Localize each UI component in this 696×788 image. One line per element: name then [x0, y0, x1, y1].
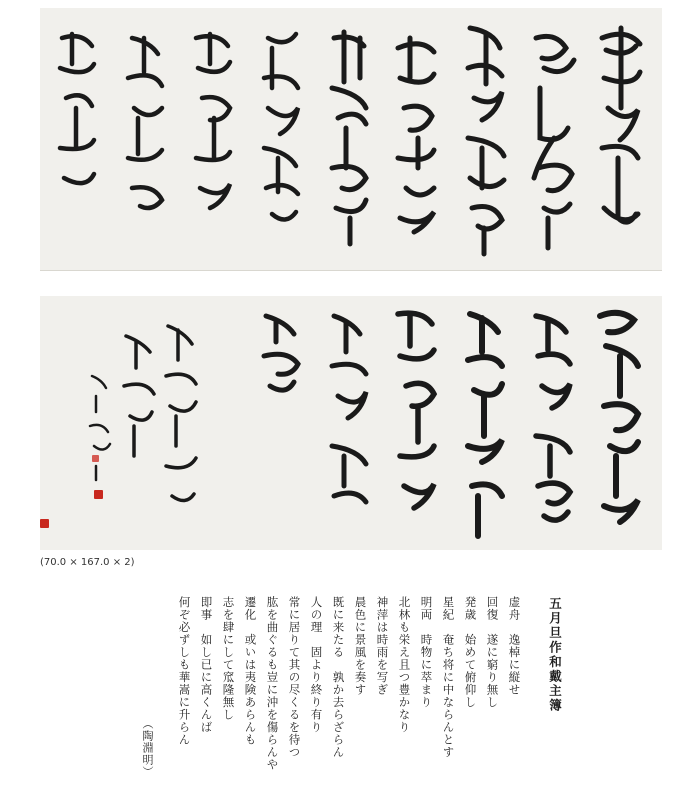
calligraphy-column [48, 8, 106, 270]
calligraphy-column [252, 8, 310, 270]
poem-line: 常に居りて其の尽くるを待つ [287, 596, 302, 759]
artwork-dimensions: (70.0 × 167.0 × 2) [40, 557, 135, 568]
calligraphy-column [456, 296, 514, 550]
calligraphy-column [456, 8, 514, 270]
calligraphy-column [252, 296, 310, 550]
seal-stamp [92, 455, 99, 462]
calligraphy-column [388, 8, 446, 270]
poem-line: 何ぞ必ずしも華嵩に升らん [177, 596, 192, 746]
poem-line: 虚舟 逸棹に縦せ [507, 596, 522, 696]
calligraphy-column [388, 296, 446, 550]
poem-line: 北林も栄え且つ豊かなり [397, 596, 412, 734]
calligraphy-panel-bottom [40, 296, 662, 550]
calligraphy-column [184, 8, 242, 270]
poem-line: 既に来たる 孰か去らざらん [331, 596, 346, 759]
poem-line: 星紀 奄ち将に中ならんとす [441, 596, 456, 759]
poem-line: 肱を曲ぐるも豈に沖を傷らんや [265, 596, 280, 771]
poem-line: 明両 時物に萃まり [419, 596, 434, 709]
calligraphy-column [592, 8, 650, 270]
calligraphy-column [320, 296, 378, 550]
poem-line: 志を肆にして窊隆無し [221, 596, 236, 721]
poem-line: 人の理 固より終り有り [309, 596, 324, 734]
calligraphy-column [592, 296, 650, 550]
poem-line: 遷化 或いは夷険あらんも [243, 596, 258, 746]
poem-attribution: （陶淵明） [141, 718, 154, 778]
panel-divider [40, 270, 662, 271]
poem-title: 五月旦作和戴主簿 [547, 597, 563, 713]
poem-line: 回復 遂に窮り無し [485, 596, 500, 709]
poem-line: 即事 如し已に高くんば [199, 596, 214, 734]
poem-line: 晨色に景風を奏す [353, 596, 368, 696]
calligraphy-column [524, 296, 582, 550]
poem-line: 発歳 始めて俯仰し [463, 596, 478, 709]
calligraphy-panel-top [40, 8, 662, 270]
seal-stamp [94, 490, 103, 499]
poem-line: 神萍は時雨を写ぎ [375, 596, 390, 696]
seal-stamp [40, 519, 49, 528]
signature-column [70, 296, 128, 550]
calligraphy-column [524, 8, 582, 270]
calligraphy-column [116, 8, 174, 270]
calligraphy-column [320, 8, 378, 270]
